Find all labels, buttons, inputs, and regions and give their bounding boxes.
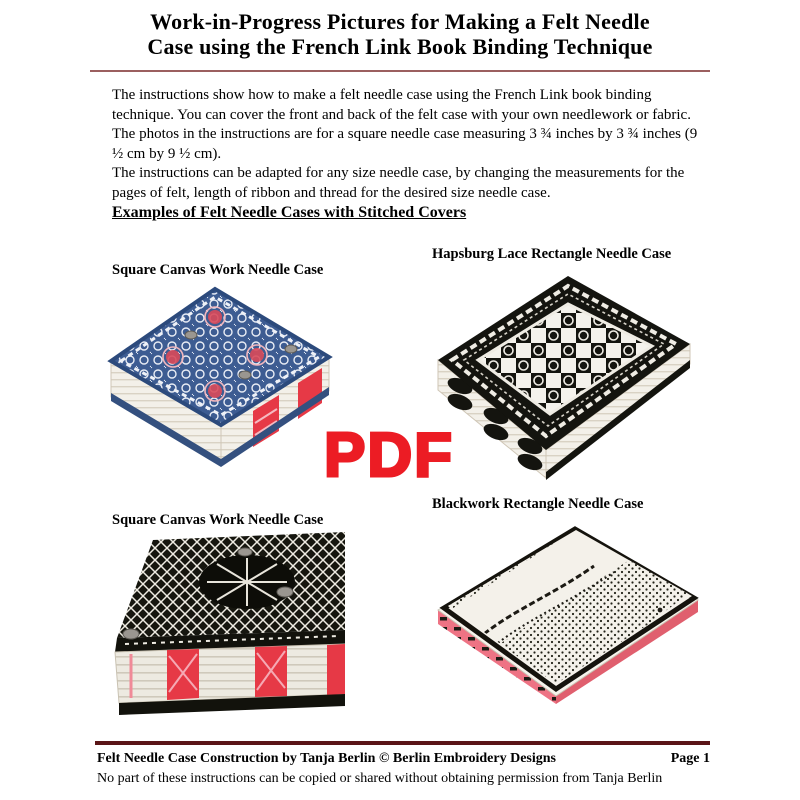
- footer: [97, 751, 710, 767]
- intro-paragraph-2: The instructions can be adapted for any size needle case, by changing the measurements for the pages of felt, length of ribbon and thread for the desired size needle case.: [112, 165, 685, 201]
- photo-hapsburg-lace-case: [426, 268, 698, 480]
- footer-divider-rule: [95, 741, 710, 745]
- intro-paragraph-1: The instructions show how to make a felt needle case using the French Link book binding technique. You can cover the front and back of the felt case with your own needlework or fabric. The photos in the instructions are for a square needle case measuring 3 ¾ inches by 3 ¾ inches (9 ½ cm by 9 ½ cm).: [112, 87, 698, 162]
- section-heading: Examples of Felt Needle Cases with Stitched Covers: [112, 204, 467, 221]
- page-title: [40, 9, 760, 59]
- footer-copyright-notice: No part of these instructions can be copied or shared without obtaining permission from Tanja Berlin: [97, 771, 663, 786]
- caption-square-canvas-bottom: Square Canvas Work Needle Case: [112, 512, 324, 528]
- photo-square-canvas-black-case: [95, 530, 345, 723]
- caption-square-canvas-top: Square Canvas Work Needle Case: [112, 262, 324, 278]
- footer-credit: Felt Needle Case Construction by Tanja Berlin © Berlin Embroidery Designs: [97, 751, 556, 766]
- caption-blackwork: Blackwork Rectangle Needle Case: [432, 496, 644, 512]
- photo-blackwork-case: [424, 514, 710, 705]
- title-divider-rule: [90, 70, 710, 72]
- footer-page-number: Page 1: [670, 751, 710, 766]
- photo-square-canvas-blue-case: [95, 283, 335, 480]
- pdf-watermark: PDF: [324, 421, 454, 490]
- page-title-line1: Work-in-Progress Pictures for Making a Felt Needle: [150, 9, 650, 34]
- caption-hapsburg-lace: Hapsburg Lace Rectangle Needle Case: [432, 246, 672, 262]
- page-title-line2: Case using the French Link Book Binding Technique: [147, 34, 653, 59]
- intro-text: [112, 86, 709, 203]
